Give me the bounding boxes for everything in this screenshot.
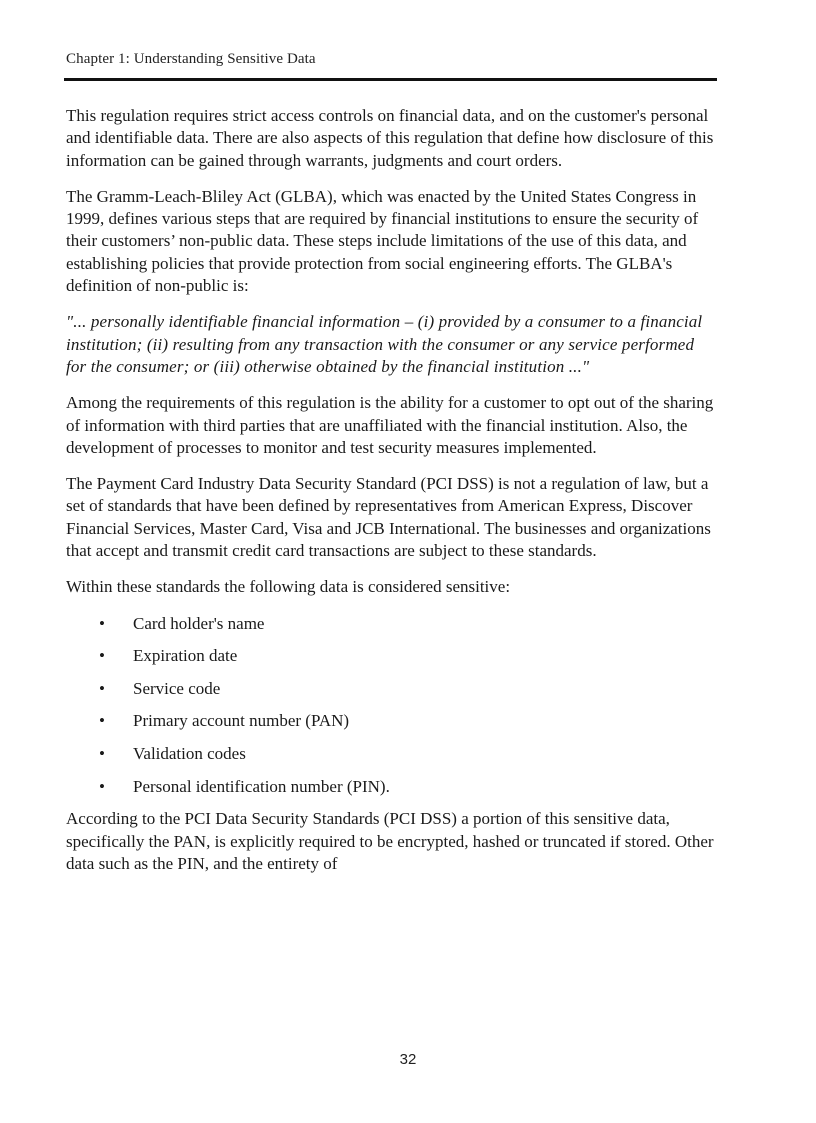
list-item [66, 678, 718, 700]
page-number: 32 [399, 1051, 417, 1068]
paragraph-sensitive-intro: Within these standards the following data is considered sensitive: [66, 577, 511, 597]
list-item-text: Primary account number (PAN) [133, 711, 350, 731]
paragraph-pci-dss: The Payment Card Industry Data Security Standard (PCI DSS) is not a regulation of law, but a set of standards that have been defined by representatives from American Express, Discover Financial Services, Master Card, Visa and JCB International. The businesses and organizations that accept and transmit credit card transactions are subject to these standards. [66, 474, 711, 561]
list-item-text: Card holder's name [133, 613, 265, 633]
list-item-text: Personal identification number (PIN). [133, 776, 390, 796]
list-item [66, 776, 718, 798]
list-item [66, 743, 718, 765]
sensitive-data-list [66, 613, 718, 798]
list-item-text: Validation codes [133, 744, 246, 764]
page-body [66, 105, 718, 889]
running-header: Chapter 1: Understanding Sensitive Data [66, 51, 316, 67]
glba-quote: "... personally identifiable financial information – (i) provided by a consumer to a financial institution; (ii) resulting from any transaction with the consumer or any service performed for the consumer; or (iii) otherwise obtained by the financial institution ..." [66, 312, 703, 376]
paragraph-regulation-access: This regulation requires strict access controls on financial data, and on the customer's personal and identifiable data. There are also aspects of this regulation that define how disclosure of this information can be gained through warrants, judgments and court orders. [66, 106, 714, 170]
header-rule [64, 78, 717, 81]
paragraph-glba: The Gramm-Leach-Bliley Act (GLBA), which was enacted by the United States Congress in 1999, defines various steps that are required by financial institutions to ensure the security of their customers’ non-public data. These steps include limitations of the use of this data, and establishing policies that provide protection from social engineering efforts. The GLBA's definition of non-public is: [66, 186, 699, 296]
bullet-icon: • [99, 744, 105, 764]
paragraph-opt-out: Among the requirements of this regulation is the ability for a customer to opt out of the sharing of information with third parties that are unaffiliated with the financial institution. Also, the development of processes to monitor and test security measures implemented. [66, 393, 714, 457]
bullet-icon: • [99, 613, 105, 633]
list-item [66, 645, 718, 667]
list-item-text: Expiration date [133, 646, 238, 666]
bullet-icon: • [99, 776, 105, 796]
list-item-text: Service code [133, 678, 221, 698]
paragraph-pci-encryption: According to the PCI Data Security Standards (PCI DSS) a portion of this sensitive data, specifically the PAN, is explicitly required to be encrypted, hashed or truncated if stored. Other data such as the PIN, and the entirety of [66, 809, 714, 873]
list-item [66, 613, 718, 635]
bullet-icon: • [99, 646, 105, 666]
bullet-icon: • [99, 678, 105, 698]
bullet-icon: • [99, 711, 105, 731]
list-item [66, 710, 718, 732]
